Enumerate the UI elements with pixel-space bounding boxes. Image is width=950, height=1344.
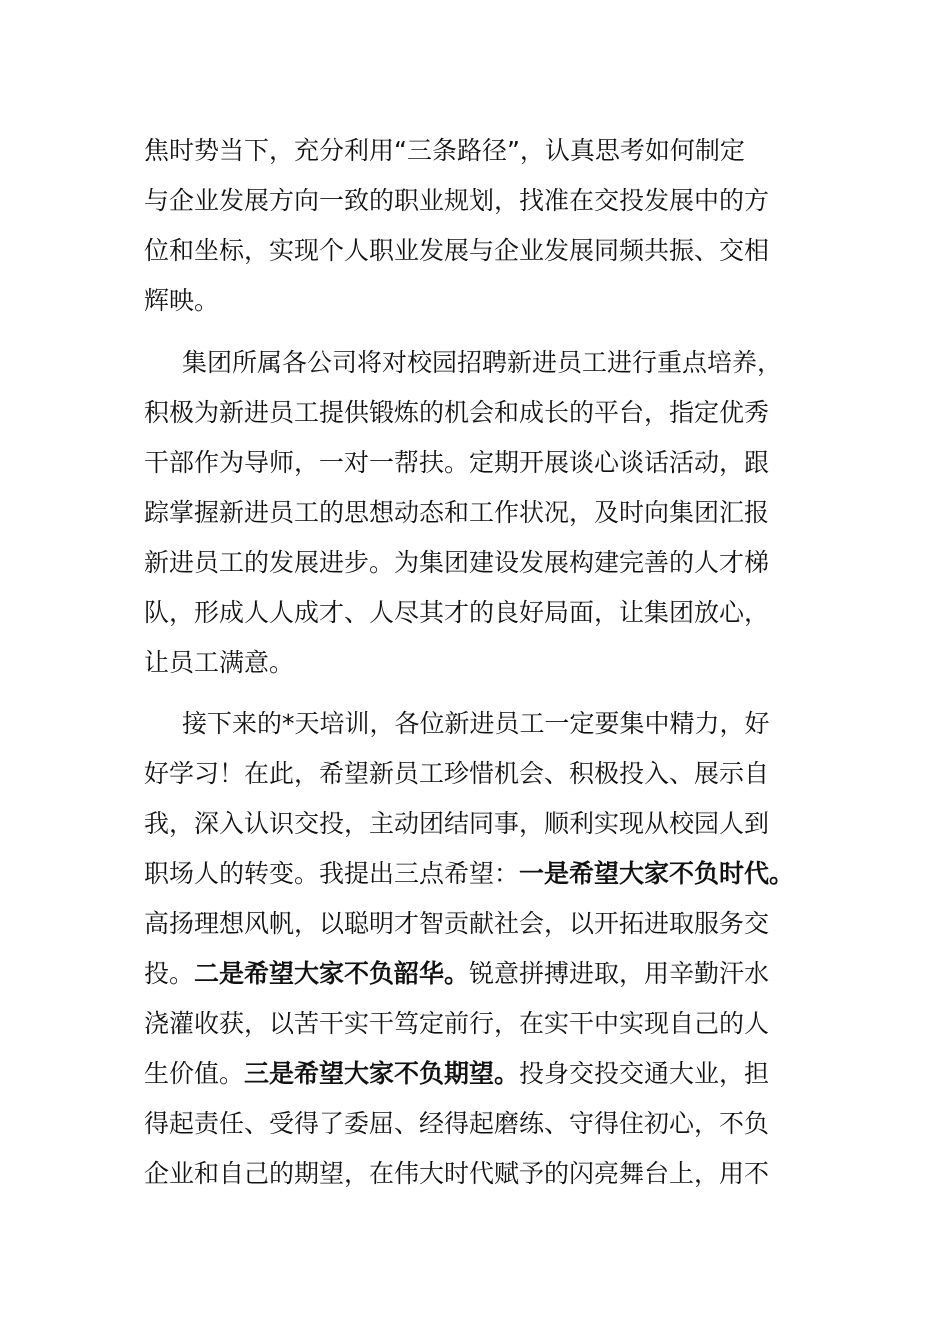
text-line: 生价值。三是希望大家不负期望。投身交投交通大业，担 — [144, 1059, 770, 1088]
hope-two-heading: 二是希望大家不负韶华。 — [194, 959, 470, 988]
paragraph-three-hopes — [144, 699, 796, 1199]
text-line: 企业和自己的期望，在伟大时代赋予的闪亮舞台上，用不 — [144, 1159, 770, 1188]
text-line: 让员工满意。 — [144, 648, 295, 677]
paragraph-training-support — [144, 338, 796, 688]
text-line: 新进员工的发展进步。为集团建设发展构建完善的人才梯 — [144, 548, 770, 577]
text-line: 积极为新进员工提供锻炼的机会和成长的平台，指定优秀 — [144, 398, 770, 427]
text-line: 干部作为导师，一对一帮扶。定期开展谈心谈话活动，跟 — [144, 448, 770, 477]
text-line: 焦时势当下，充分利用“三条路径”，认真思考如何制定 — [144, 136, 745, 165]
text-line: 职场人的转变。我提出三点希望：一是希望大家不负时代。 — [144, 859, 795, 888]
hope-one-heading: 一是希望大家不负时代。 — [519, 859, 795, 888]
text-line: 踪掌握新进员工的思想动态和工作状况，及时向集团汇报 — [144, 498, 770, 527]
text-line: 浇灌收获，以苦干实干笃定前行，在实干中实现自己的人 — [144, 1009, 770, 1038]
paragraph-career-planning — [144, 126, 796, 326]
text-line: 我，深入认识交投，主动团结同事，顺利实现从校园人到 — [144, 809, 770, 838]
text-line: 位和坐标，实现个人职业发展与企业发展同频共振、交相 — [144, 236, 770, 265]
text-line: 与企业发展方向一致的职业规划，找准在交投发展中的方 — [144, 186, 770, 215]
text-line: 高扬理想风帆，以聪明才智贡献社会，以开拓进取服务交 — [144, 909, 770, 938]
text-line: 队，形成人人成才、人尽其才的良好局面，让集团放心， — [144, 598, 770, 627]
text-line: 得起责任、受得了委屈、经得起磨练、守得住初心，不负 — [144, 1109, 770, 1138]
text-line: 辉映。 — [144, 286, 220, 315]
text-line: 投。二是希望大家不负韶华。锐意拼搏进取，用辛勤汗水 — [144, 959, 770, 988]
text-line: 好学习！在此，希望新员工珍惜机会、积极投入、展示自 — [144, 759, 770, 788]
text-line: 集团所属各公司将对校园招聘新进员工进行重点培养， — [182, 348, 783, 377]
hope-three-heading: 三是希望大家不负期望。 — [244, 1059, 520, 1088]
text-line: 接下来的*天培训，各位新进员工一定要集中精力，好 — [182, 709, 770, 738]
